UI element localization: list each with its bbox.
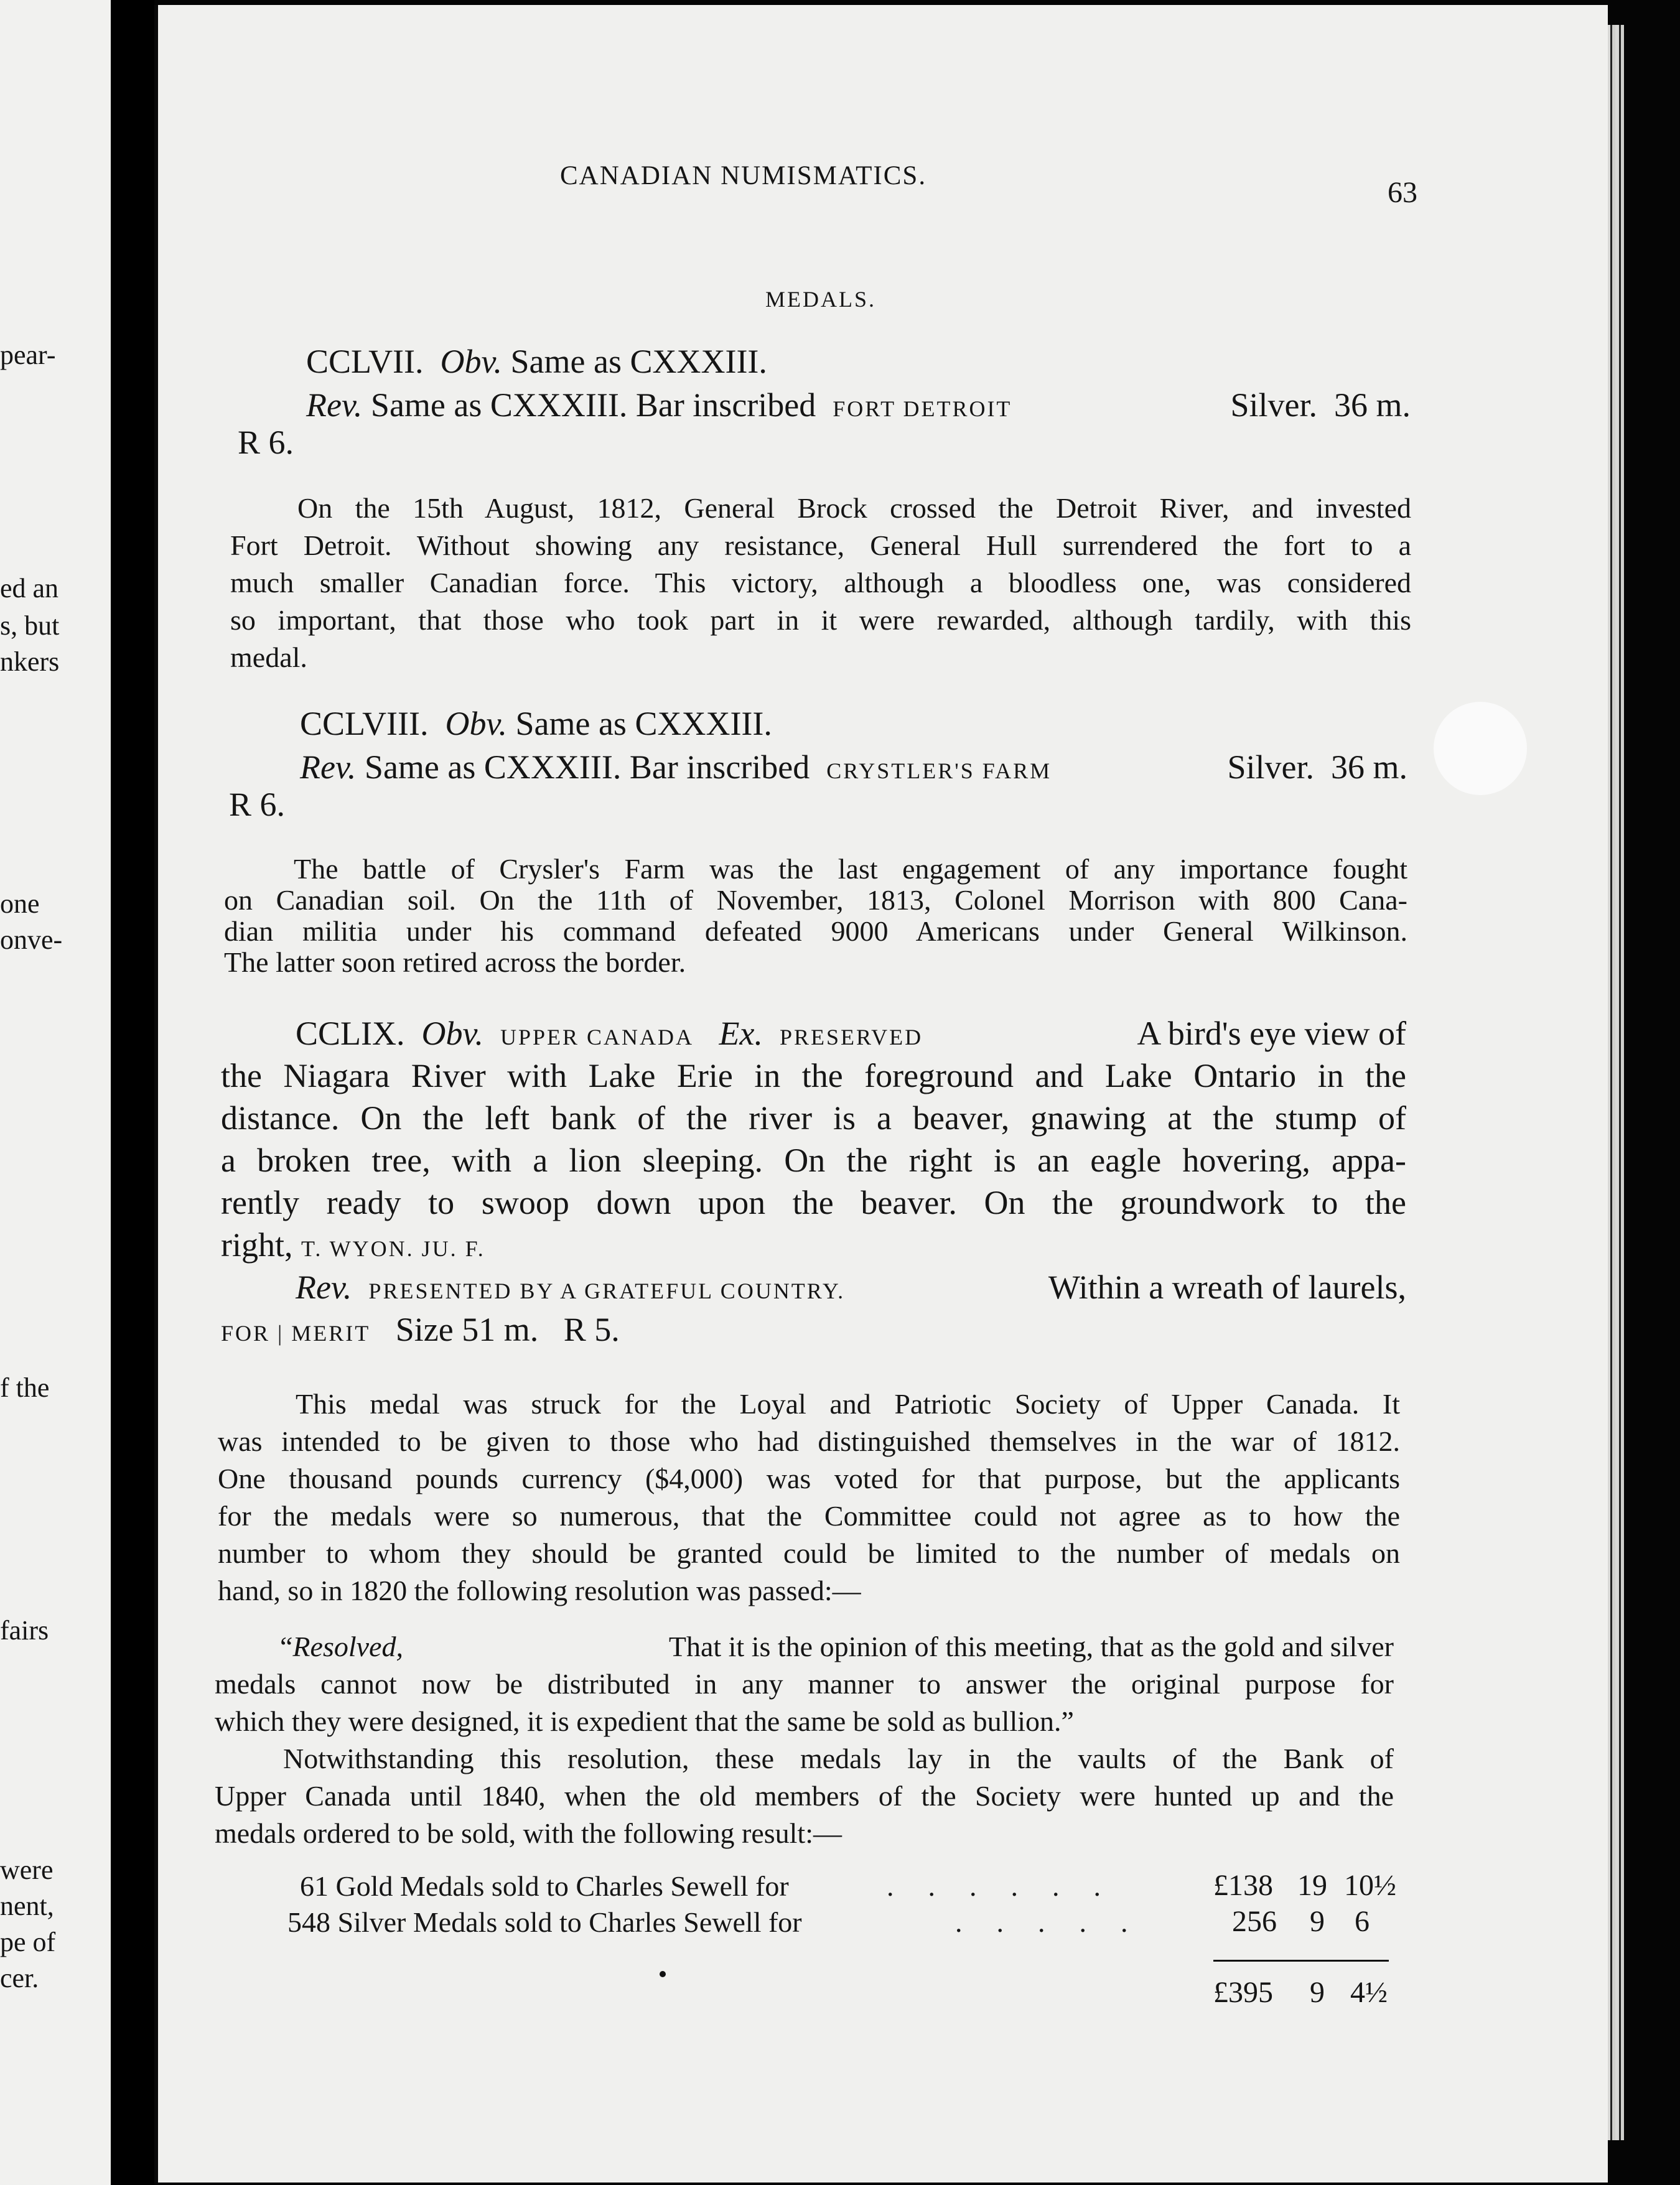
size: Size 51 m. — [395, 1311, 539, 1348]
description-last: right, — [221, 1226, 293, 1264]
entry-cclviii-reverse — [300, 748, 1407, 786]
note-line: for the medals were so numerous, that the Committee could not agree as to how the — [218, 1500, 1400, 1532]
reverse-label: Rev. — [306, 386, 363, 424]
note-line: dian militia under his command defeated 9000 Americans under General Wilkinson. — [224, 915, 1407, 947]
metal: Silver. — [1230, 386, 1317, 424]
print-speck — [660, 1971, 666, 1977]
note-line: medal. — [230, 641, 307, 673]
note-line: hand, so in 1820 the following resolution was passed:— — [218, 1575, 861, 1606]
description-line: distance. On the left bank of the river is a beaver, gnawing at the stump of — [221, 1099, 1406, 1137]
total-pounds: £395 — [1213, 1976, 1273, 2009]
closing-line: medals ordered to be sold, with the following result:— — [215, 1817, 842, 1849]
description-end — [221, 1226, 485, 1264]
reverse-text: Same as CXXXIII. Bar inscribed — [364, 748, 810, 786]
description-line: rently ready to swoop down upon the beaver. On the groundwork to the — [221, 1184, 1406, 1221]
note-line: This medal was struck for the Loyal and Patriotic Society of Upper Canada. It — [296, 1388, 1400, 1420]
description-start: A bird's eye view of — [1137, 1015, 1406, 1052]
reverse-text: Within a wreath of laurels, — [1048, 1269, 1406, 1306]
resolution-line: medals cannot now be distributed in any manner to answer the original purpose for — [215, 1668, 1394, 1700]
description-line: a broken tree, with a lion sleeping. On the right is an eagle hovering, appa- — [221, 1142, 1406, 1179]
left-page-fragment: pe of — [0, 1927, 56, 1957]
left-page-fragment: one — [0, 888, 40, 919]
note-line: The battle of Crysler's Farm was the last engagement of any importance fought — [294, 853, 1407, 885]
sales-row-label: 548 Silver Medals sold to Charles Sewell for — [287, 1906, 802, 1938]
rarity: R 6. — [229, 786, 286, 823]
engraver-signature: T. WYON. JU. F. — [301, 1236, 485, 1261]
metal: Silver. — [1227, 748, 1314, 786]
obverse-label: Obv. — [421, 1015, 483, 1052]
obverse-label: Obv. — [445, 705, 507, 742]
left-facing-page — [0, 0, 111, 2185]
bar-inscription: FORT DETROIT — [833, 396, 1012, 421]
section-heading: MEDALS. — [765, 287, 877, 312]
sum-rule — [1213, 1960, 1389, 1962]
dot-leaders: ...... — [887, 1870, 1135, 1902]
shillings: 9 — [1310, 1905, 1325, 1938]
left-page-fragment: fairs — [0, 1615, 49, 1646]
resolution-first-line — [280, 1630, 1394, 1663]
left-page-fragment: pear- — [0, 340, 56, 370]
resolved-word: Resolved, — [292, 1631, 403, 1662]
obverse-text: Same as CXXXIII. — [510, 343, 767, 380]
exergue-label: Ex. — [719, 1015, 763, 1052]
left-page-fragment: nkers — [0, 646, 60, 677]
reverse-legend-2: FOR | MERIT — [221, 1321, 371, 1346]
running-title: CANADIAN NUMISMATICS. — [560, 161, 927, 190]
entry-number: CCLVIII. — [300, 705, 429, 742]
note-line: number to whom they should be granted could be limited to the number of medals on — [218, 1537, 1400, 1569]
note-line: so important, that those who took part in it were rewarded, although tardily, with this — [230, 604, 1411, 636]
quote-mark: “ — [280, 1631, 293, 1662]
note-line: Fort Detroit. Without showing any resistance, General Hull surrendered the fort to a — [230, 529, 1411, 561]
description-line: the Niagara River with Lake Erie in the foreground and Lake Ontario in the — [221, 1057, 1406, 1094]
left-page-fragment: s, but — [0, 610, 60, 641]
left-page-fragment: cer. — [0, 1963, 39, 1993]
reverse-label: Rev. — [300, 748, 357, 786]
closing-line: Notwithstanding this resolution, these medals lay in the vaults of the Bank of — [283, 1743, 1394, 1774]
bar-inscription: CRYSTLER'S FARM — [826, 758, 1052, 783]
left-page-fragment: f the — [0, 1372, 50, 1403]
reverse-label: Rev. — [296, 1269, 352, 1306]
pence: 6 — [1355, 1905, 1370, 1938]
note-line: On the 15th August, 1812, General Brock crossed the Detroit River, and invested — [297, 492, 1411, 524]
rarity: R 6. — [238, 424, 294, 461]
page-number: 63 — [1388, 176, 1417, 209]
rarity: R 5. — [563, 1311, 620, 1348]
note-line: One thousand pounds currency ($4,000) was voted for that purpose, but the applicants — [218, 1463, 1400, 1494]
size: 36 m. — [1330, 748, 1407, 786]
sales-row-label: 61 Gold Medals sold to Charles Sewell for — [300, 1870, 789, 1902]
size: 36 m. — [1333, 386, 1411, 424]
entry-cclix-reverse — [296, 1268, 1406, 1307]
resolution-text: That it is the opinion of this meeting, that as the gold and silver — [668, 1631, 1394, 1662]
entry-cclvii-obverse — [306, 342, 767, 381]
closing-line: Upper Canada until 1840, when the old members of the Society were hunted up and the — [215, 1780, 1394, 1812]
reverse-legend: PRESENTED BY A GRATEFUL COUNTRY. — [368, 1279, 846, 1303]
obverse-legend: UPPER CANADA — [500, 1025, 694, 1050]
total-shillings: 9 — [1310, 1976, 1325, 2009]
exergue-legend: PRESERVED — [779, 1025, 923, 1050]
pence: 10½ — [1344, 1869, 1396, 1902]
dot-leaders: ..... — [955, 1906, 1162, 1938]
entry-number: CCLIX. — [296, 1015, 405, 1052]
obverse-text: Same as CXXXIII. — [515, 705, 772, 742]
note-line: was intended to be given to those who had distinguished themselves in the war of 1812. — [218, 1425, 1400, 1457]
note-line: on Canadian soil. On the 11th of November, 1813, Colonel Morrison with 800 Cana- — [224, 884, 1407, 916]
obverse-label: Obv. — [440, 343, 502, 380]
left-page-fragment: onve- — [0, 925, 63, 955]
shillings: 19 — [1297, 1869, 1327, 1902]
paper-blemish — [1434, 702, 1527, 795]
entry-cclix-size-line — [221, 1310, 620, 1349]
book-gutter — [111, 0, 154, 2185]
left-page-fragment: were — [0, 1855, 54, 1885]
left-page-fragment: ed an — [0, 573, 59, 603]
reverse-text: Same as CXXXIII. Bar inscribed — [370, 386, 816, 424]
entry-cclvii-reverse — [306, 386, 1411, 424]
entry-number: CCLVII. — [306, 343, 424, 380]
left-page-fragment: nent, — [0, 1891, 54, 1921]
entry-cclix-first-line — [296, 1014, 1406, 1053]
total-pence: 4½ — [1350, 1976, 1388, 2009]
entry-cclviii-obverse — [300, 704, 772, 743]
pounds: £138 — [1213, 1869, 1273, 1902]
note-line: much smaller Canadian force. This victory, although a bloodless one, was considered — [230, 567, 1411, 599]
pounds: 256 — [1232, 1905, 1277, 1938]
note-line: The latter soon retired across the border. — [224, 946, 686, 978]
resolution-line: which they were designed, it is expedient that the same be sold as bullion.” — [215, 1705, 1074, 1737]
